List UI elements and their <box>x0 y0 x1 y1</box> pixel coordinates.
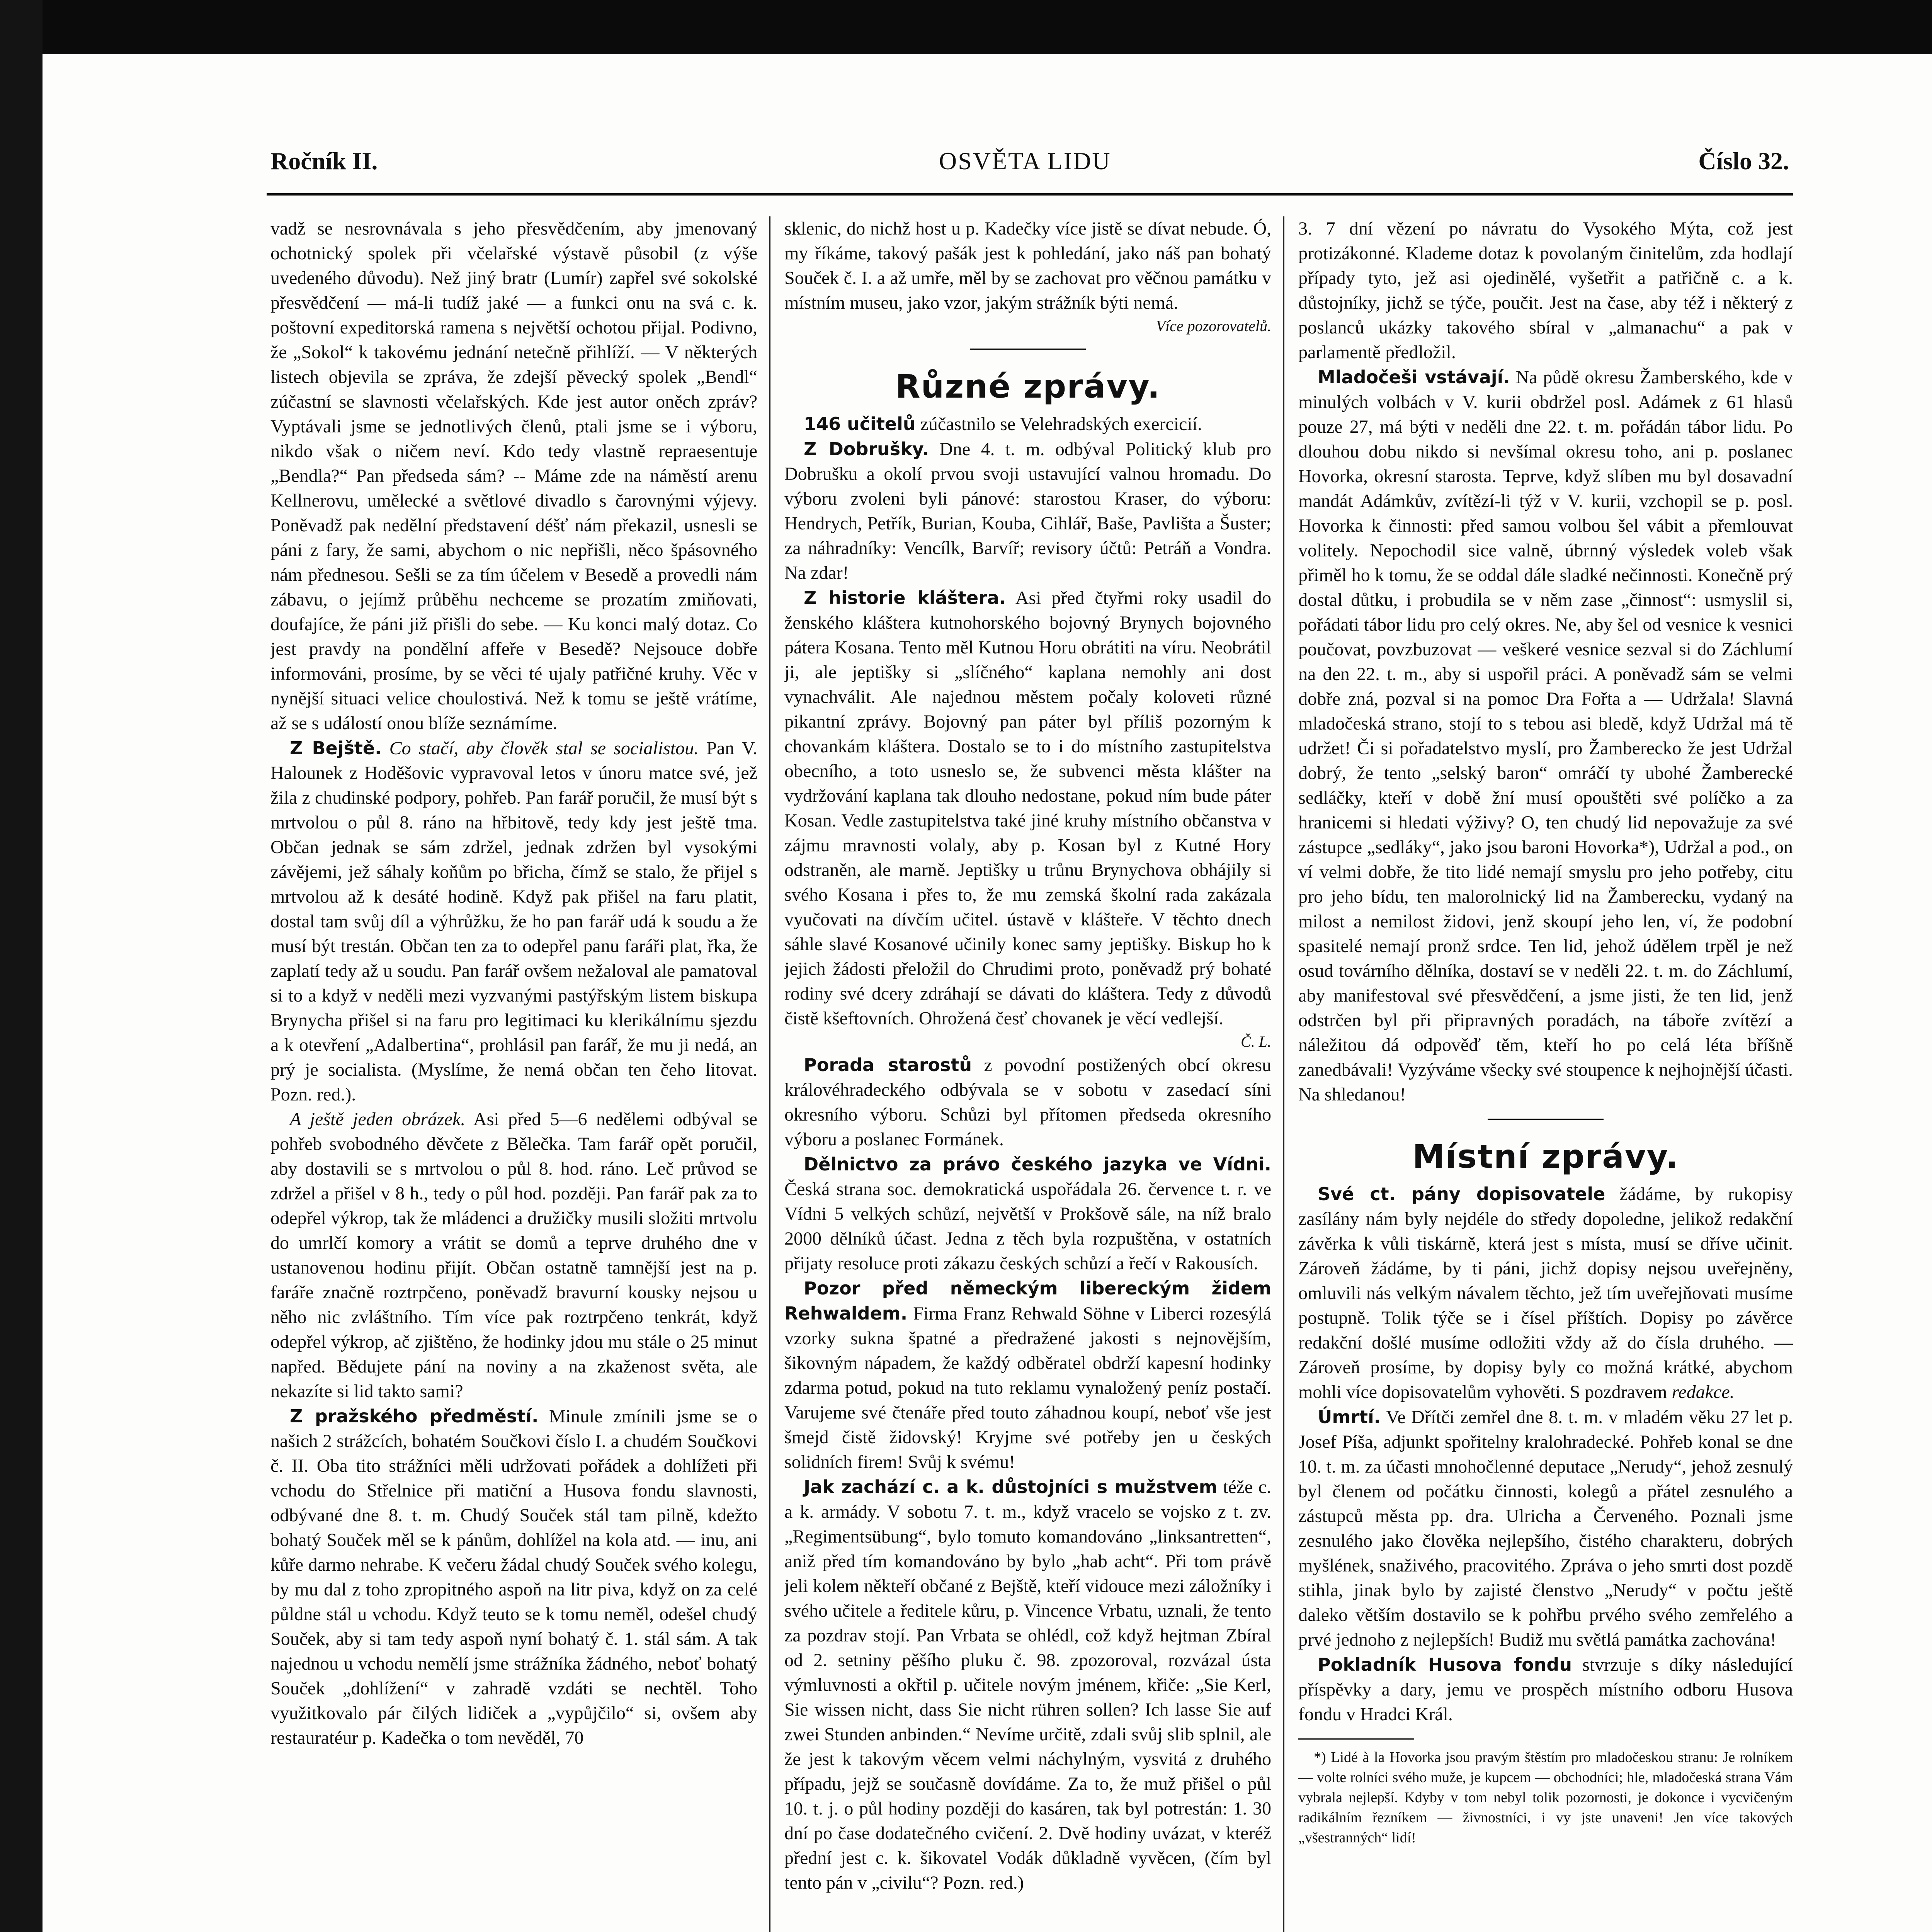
article-body: Dne 4. t. m. odbýval Politický klub pro Dobrušku a okolí prvou svoji ustavující valnou hromadu. Do výboru zvoleni byli pánové: starostou Kraser, do výboru: Hendrych, Petřík, Burian, Kouba, Cihlář, Baše, Pavlišta a Šuster; za náhradníky: Vencílk, Barvíř; revisory účtů: Petráň a Vondra. Na zdar! <box>784 439 1271 583</box>
article-keyword: Pozor před německým libereckým židem Rehwaldem. <box>784 1278 1271 1324</box>
article-body: Na půdě okresu Žamberského, kde v minulých volbách v V. kurii obdržel posl. Adámek z 61 hlasů pouze 27, má býti v neděli dne 22. t. m. pořádán tábor lidu. Po dlouhou dobu nikdo si nevšímal okresu toho, ani p. poslanec Hovorka, okresní starosta. Teprve, když slíben mu byl dosavadní mandát Adámkův, zvítězí-li týž v V. kurii, vzchopil se p. posl. Hovorka k činnosti: před samou volbou šel vábit a přemlouvat volitely. Nepochodil sice valně, úbrnný výsledek voleb však přiměl ho k tomu, že se oddal dále sladké nečinnosti. Konečně prý dostal důtku, i probudila se v něm zase „činnost“: usmyslil si, pořádati tábor lidu pro celý okres. Ne, aby šel od vesnice k vesnici poučovat, povzbuzovat — veškeré vesnice sezval si do Záchlumí na den 22. t. m., aby si uspořil práci. A poněvadž sám se velmi dobře zná, pozval si na pomoc Dra Fořta a — Udržala! Slavná mladočeská strano, stojí to s tebou asi bledě, když Udržal má tě udržet! Či si pořadatelstvo myslí, pro Žamberecko že jest Udržal dobrý, že tento „selský baron“ omráčí ty ubohé Žamberecké sedláčky, kteří v době žní musí opouštěti své políčko a za hranicemi si hledati výživy? O, ten chudý lid nepovažuje za své zástupce „sedláky“, jako jsou baroni Hovorka*), Udržal a pod., on ví velmi dobře, že tito lidé nemají smyslu pro jeho potřeby, citu pro jeho bídu, ten malorolnický lid na Žamberecku, vydaný na milost a nemilost židovi, jenž skoupí jeho len, ví, že podobní spasitelé nemají pronž srdce. Ten lid, jehož údělem trpěl je než osud továrního dělníka, dostaví se v neděli 22. t. m. do Záchlumí, aby manifestoval své přesvědčení, a jsme jisti, že ten lid, jenž odstrčen byl při připravných poradách, na táboře zvítězí a náležitou dá odpověď těm, kteří ho po celá léta bříšně zanedbávali! Vyzýváme všecky své stoupence k nejhojnější účasti. Na shledanou! <box>1298 367 1793 1105</box>
article-body: Asi před 5—6 nedělemi odbýval se pohřeb svobodného děvčete z Bělečka. Tam farář opět poručil, aby dostavili se s mrtvolou o půl 8. hod. ráno. Leč průvod se zdržel a přišel v 8 h., tedy o půl hod. později. Pan farář pak za to odepřel výkrop, tak že mládenci a družičky musili složiti mrtvolu do umrlčí komory a vrátit se domů a teprve druhého dne v ustanovenou hodinu přijít. Občan ostatně tamnější jest na p. faráře značně roztrpčeno, poněvadž bravurní kousky nejsou u něho nic zvláštního. Tím více pak roztrpčeno tenkrát, když odepřel výkrop, ač zjištěno, že hodinky jdou mu stále o 25 minut napřed. Bědujete pání na noviny a na zkaženost světa, ale nekazíte si lid takto sami? <box>270 1109 757 1401</box>
article-correspondents <box>1298 1182 1793 1405</box>
article-body: Ve Dřítči zemřel dne 8. t. m. v mladém věku 27 let p. Josef Píša, adjunkt spořitelny kralohradecké. Pohřeb konal se dne 10. t. m. za účasti mnohočlenné deputace „Nerudy“, jehož zesnulý byl členem od počátku činnosti, kolegů a přátel zesnulého a zástupců města pp. dra. Ulricha a Červeného. Poznali jsme zesnulého jako člověka nejlepšího, čistého charakteru, dobrých myšlének, snaživého, pracovitého. Zpráva o jeho smrti dost pozdě stihla, jinak bylo by zajisté členstvo „Nerudy“ v počtu ještě daleko větším dostavilo se k pohřbu prvého svého zemřelého a prvé jednoho z nejlepších! Budiž mu světlá památka zachována! <box>1298 1407 1793 1650</box>
scan-top-edge <box>0 0 1932 54</box>
article-death <box>1298 1405 1793 1652</box>
article-keyword: Z Bejště. <box>290 738 382 759</box>
section-title-various-news: Různé zprávy. <box>895 367 1161 405</box>
footnote-rule <box>1298 1738 1414 1740</box>
header-rule <box>267 193 1793 196</box>
article-keyword: Mladočeši vstávají. <box>1318 367 1510 388</box>
article-monastery-history <box>784 585 1271 1031</box>
separator-rule <box>970 349 1086 350</box>
column-divider-2 <box>1283 216 1284 1932</box>
volume-label: Ročník II. <box>270 147 378 175</box>
article-young-czechs <box>1298 365 1793 1107</box>
column-1 <box>270 216 757 1932</box>
article-body: zúčastnilo se Velehradských exercicií. <box>920 414 1202 434</box>
article-subtitle: Co stačí, aby člověk stal se socialistou. <box>389 738 699 759</box>
column-divider-1 <box>769 216 770 1932</box>
article-keyword: Pokladník Husova fondu <box>1318 1654 1572 1675</box>
article-signature: Více pozorovatelů. <box>1156 317 1271 335</box>
article-keyword: Z historie kláštera. <box>804 587 1006 608</box>
article-prague-suburb <box>270 1404 757 1750</box>
article-keyword: Dělnictvo za právo českého jazyka ve Vídni. <box>804 1154 1271 1175</box>
article-paragraph: 3. 7 dní vězení po návratu do Vysokého Mýta, což jest protizákonné. Klademe dotaz k povolaným činitelům, zda hodlají případy tyto, jež asi ojedinělé, vyšetřit a patřičně c. a k. důstojníky, jichž se týče, poučit. Jest na čase, aby též i některý z poslanců ukázky takového sbíral v „almanachu“ a pak v parlamentě předložil. <box>1298 218 1793 362</box>
column-2 <box>784 216 1271 1932</box>
footnote <box>1298 1747 1793 1848</box>
article-mayors-meeting <box>784 1053 1271 1152</box>
article-body: žádáme, by rukopisy zasílány nám byly nejdéle do středy dopoledne, jelikož redakční závěrka k vůli tiskárně, která jest s místa, musí se dříve učinit. Zároveň žádáme, by ti páni, jichž dopisy nejsou uveřejněny, omluvili nás velkým návalem těchto, jež tím uveřejňovati musíme postupně. Tolik týče se i čísel příštích. Dopisy po závěrce redakční došlé musíme odložiti vždy až do čísla druhého. — Zároveň prosíme, by dopisy byly co možná krátké, abychom mohli více dopisovatelům vyhověti. S pozdravem <box>1298 1184 1793 1402</box>
article-keyword: Jak zachází c. a k. důstojníci s mužstvem <box>804 1476 1218 1497</box>
separator-rule <box>1488 1119 1604 1120</box>
article-paragraph: sklenic, do nichž host u p. Kadečky více jistě se dívat nebude. Ó, my říkáme, takový pašák jest k pohledání, jako náš pan bohatý Souček č. I. a až umře, měl by se zachovat pro věčnou památku v místním museu, jako vzor, jakým strážník býti nemá. <box>784 218 1271 313</box>
article-signature: redakce. <box>1672 1382 1735 1402</box>
article-body: stvrzuje s díky následující příspěvky a dary, jemu ve prospěch místního odboru Husova fondu v Hradci Král. <box>1298 1655 1793 1725</box>
article-subtitle: A ještě jeden obrázek. <box>290 1109 466 1129</box>
article-workers-vienna <box>784 1152 1271 1276</box>
article-body: Minule zmínili jsme se o našich 2 strážcích, bohatém Součkovi číslo I. a chudém Součkovi č. II. Oba tito strážníci měli udržovati pořádek a dohlížeti při vchodu do Střelnice při matiční a Husova fondu slavnosti, odbývané dne 8. t. m. Chudý Souček stál tam pilně, kdežto bohatý Souček měl se k pánům, dohlížel na kola atd. — inu, ani kůře darmo nehrabe. K večeru žádal chudý Souček svého kolegu, by mu dal z toho zpropitného aspoň na litr piva, když on za celé půldne stál u vchodu. Když teuto se k tomu neměl, odešel chudý Souček, aby si tam tedy aspoň nyní bohatý č. 1. stál sám. A tak najednou u vchodu nemělí jsme strážníka žádného, neboť bohatý Souček „dohlížení“ v zahradě vzdáti se nechtěl. Toho využitkovalo pár čilých lidiček a „vypůjčilo“ si, ovšem aby restauratéur p. Kadečka o tom nevěděl, 70 <box>270 1406 757 1748</box>
article-body: Česká strana soc. demokratická uspořádala 26. července t. r. ve Vídni 5 velkých schůzí, největší v Prokšově sále, na níž bralo 2000 dělníků účast. Jedna z těch byla rozpuštěna, v ostatních přijaty resoluce proti zákazu českých schůzí a řečí v Rakousích. <box>784 1179 1271 1274</box>
article-body: Firma Franz Rehwald Söhne v Liberci rozesýlá vzorky sukna špatné a předražené jakosti s nejnovějším, šikovným nápadem, že každý odběratel obdrží kapesní hodinky zdarma potud, pokud na tuto reklamu vynaložený peníz postačí. Varujeme své čtenáře před touto záhadnou koupí, neboť vše jest šmejd čistě židovský! Kryjme své potřeby jen u českých solidních firem! Svůj k svému! <box>784 1303 1271 1472</box>
article-dobruska <box>784 437 1271 585</box>
column-3 <box>1298 216 1793 1932</box>
page-header <box>270 139 1789 185</box>
article-officers <box>784 1475 1271 1895</box>
article-keyword: 146 učitelů <box>804 413 916 434</box>
article-body: téže c. a k. armády. V sobotu 7. t. m., když vracelo se vojsko z t. zv. „Regimentsübung“, bylo tomuto komandováno „linksantretten“, aniž před tím komandováno by bylo „hab acht“. Při tom právě jeli kolem někteří občané z Bejště, kteří vidouce mezi záložníky i svého učitele a ředitele kůru, p. Vincence Vrbatu, uznali, že tento za pozdrav stojí. Pan Vrbata se ohlédl, což když hejtman Zbíral od 2. setniny pěšího pluku č. 98. zpozoroval, rozvázal ústa výmluvnosti a okřtil p. učitele novým jménem, křiče: „Sie Kerl, Sie wissen nicht, dass Sie nicht rühren sollen? Ich lasse Sie auf zwei Stunden anbinden.“ Nevíme určitě, zdali svůj slib splnil, ale že jest k takovým věcem velmi náchylným, vysvitá z druhého případu, jejž se současně dovídáme. Za to, že muž přišel o půl 10. t. j. o půl hodiny později do kasáren, tak byl potrestán: 1. 30 dní po čase dodatečného cvičení. 2. Dvě hodiny uvázat, v kteréž přední jest c. k. šikovatel Vodák důkladně vyvěcen, (čím byl tento pán v „civilu“? Pozn. red.) <box>784 1477 1271 1893</box>
article-signature: Č. L. <box>1241 1033 1271 1050</box>
article-keyword: Své ct. pány dopisovatele <box>1318 1184 1605 1204</box>
article-paragraph: vadž se nesrovnávala s jeho přesvědčením, aby jmenovaný ochotnický spolek při včelařské výstavě působil (z výše uvedeného důvodu). Než jiný bratr (Lumír) zapřel své sokolské přesvědčení — má-li tudíž jaké — a funkci onu na svá c. k. poštovní expeditorská ramena s největší ochotou přijal. Podivno, že „Sokol“ k takovému jednání netečně přihlíží. — V některých listech objevila se zpráva, že zdejší pěvecký spolek „Bendl“ zúčastní se slavnosti včelařských. Kde jest autor oněch zpráv? Vyptávali jsme se jednotlivých členů, ptali jsme se i výboru, nikdo však o ničem neví. Kdo tedy vlastně repraesentuje „Bendla?“ Pan předseda sám? -- Máme zde na náměstí arenu Kellnerovu, umělecké a světlové divadlo s čarovnými výjevy. Poněvadž pak nedělní představení déšť nám překazil, usnesli se páni z fary, že sami, abychom o nic nepřišli, něco špásovného nám přednesou. Sešli se za tím účelem v Besedě a provedli nám zábavu, o jejímž průběhu nechceme se prozatím zmiňovati, doufajíce, že páni již přišli do sebe. — Ku konci malý dotaz. Co jest pravdy na pondělní affeře v Besedě? Nejsouce dobře informováni, prosíme, by se věci té ujaly patřičné kruhy. Věc v nynější situaci velice choulostivá. Než k tomu se ještě vrátíme, až se s událostí onou blíže seznámíme. <box>270 218 757 733</box>
article-body: Asi před čtyřmi roky usadil do ženského kláštera kutnohorského bojovný Brynych bojovného pátera Kosana. Tento měl Kutnou Horu obrátiti na víru. Neobrátil ji, ale jeptišky si „slíčného“ kaplana nemohly ani dost vynachválit. Ale najednou městem počaly koloveti různé pikantní zprávy. Bojovný pan páter byl příliš pozorným k chovankám kláštera. Dostalo se to i do místního zastupitelstva obecního, a toto usneslo se, že subvenci města klášter na vydržování kaplana tak dlouho nedostane, pokud ním bude páter Kosan. Vedle zastupitelstva také jiné kruhy místního občanstva v zájmu mravnosti volaly, aby p. Kosan byl z Kutné Hory odstraněn, ale marně. Jeptišky u trůnu Brynychova obhájily si svého Kosana i přes to, že mu zemská školní rada zakázala vyučovati na dívčím učitel. ústavě v klášteře. V těchto dnech sáhle slavé Kosanové učinily konec samy jeptišky. Biskup ho k jejich žádosti přeložil do Chrudimi proto, poněvadž prý bohaté rodiny své dcery zdráhají se dávati do kláštera. Tedy z důvodů čistě kšeftovních. Ohrožená česť chovanek je věcí vedlejší. <box>784 588 1271 1029</box>
section-title-local-news: Místní zprávy. <box>1412 1138 1679 1175</box>
article-bejste <box>270 736 757 1107</box>
issue-number: Číslo 32. <box>1698 147 1789 175</box>
article-hus-fund <box>1298 1652 1793 1727</box>
article-body: z povodní postižených obcí okresu královéhradeckého odbývala se v sobotu v zasedací síni okresního výboru. Schůzi byl přítomen předseda okresního výboru a poslanec Formánek. <box>784 1055 1271 1150</box>
article-keyword: Úmrtí. <box>1318 1406 1381 1427</box>
article-keyword: Z Dobrušky. <box>804 439 929 459</box>
article-another-picture <box>270 1107 757 1404</box>
newspaper-title: OSVĚTA LIDU <box>939 147 1111 175</box>
article-teachers <box>784 412 1271 437</box>
article-body: Pan V. Halounek z Hoděšovic vypravoval letos v únoru matce své, jež žila z chudinské podpory, pohřeb. Pan farář poručil, že musí být s mrtvolou o půl 8. ráno na hřbitově, tedy kdy jest ještě tma. Občan jednak se sám zdržel, jednak zdržen byl vysokými závějemi, jež sáhaly koňům po břicha, čímž se stalo, že přijel s mrtvolou až k desáté hodině. Když pak přišel na faru platit, dostal tam svůj díl a výhrůžku, že ho pan farář udá k soudu a že musí být trestán. Občan ten za to odepřel panu faráři plat, řka, že zaplatí tedy až u soudu. Pan farář ovšem nežaloval ale pamatoval si to a když v neděli mezi vyzvanými pastýřským listem biskupa Brynycha přišel si na faru pro legitimaci ku klerikálnímu sjezdu a k otevření „Adalbertina“, prohlásil pan farář, že mu ji nedá, an prý je socialista. (Myslíme, že nemá občan ten čeho litovat. Pozn. red.). <box>270 738 757 1105</box>
article-keyword: Z pražského předměstí. <box>290 1406 539 1427</box>
footnote-text: *) Lidé à la Hovorka jsou pravým štěstím pro mladočeskou stranu: Je rolníkem — volte rolníci svého muže, je kupcem — obchodníci; hle, mladočeská strana Vám vybrala nejlepší. Kdyby v tom nebyl tolik pozornosti, je dokonce i vycvičeným radikálním řezníkem — živnostníci, i vy jste unaveni! Jen více takových „všestranných“ lidí! <box>1298 1749 1793 1846</box>
article-keyword: Porada starostů <box>804 1054 972 1075</box>
scan-left-edge <box>0 0 43 1932</box>
article-rehwald-warning <box>784 1276 1271 1475</box>
